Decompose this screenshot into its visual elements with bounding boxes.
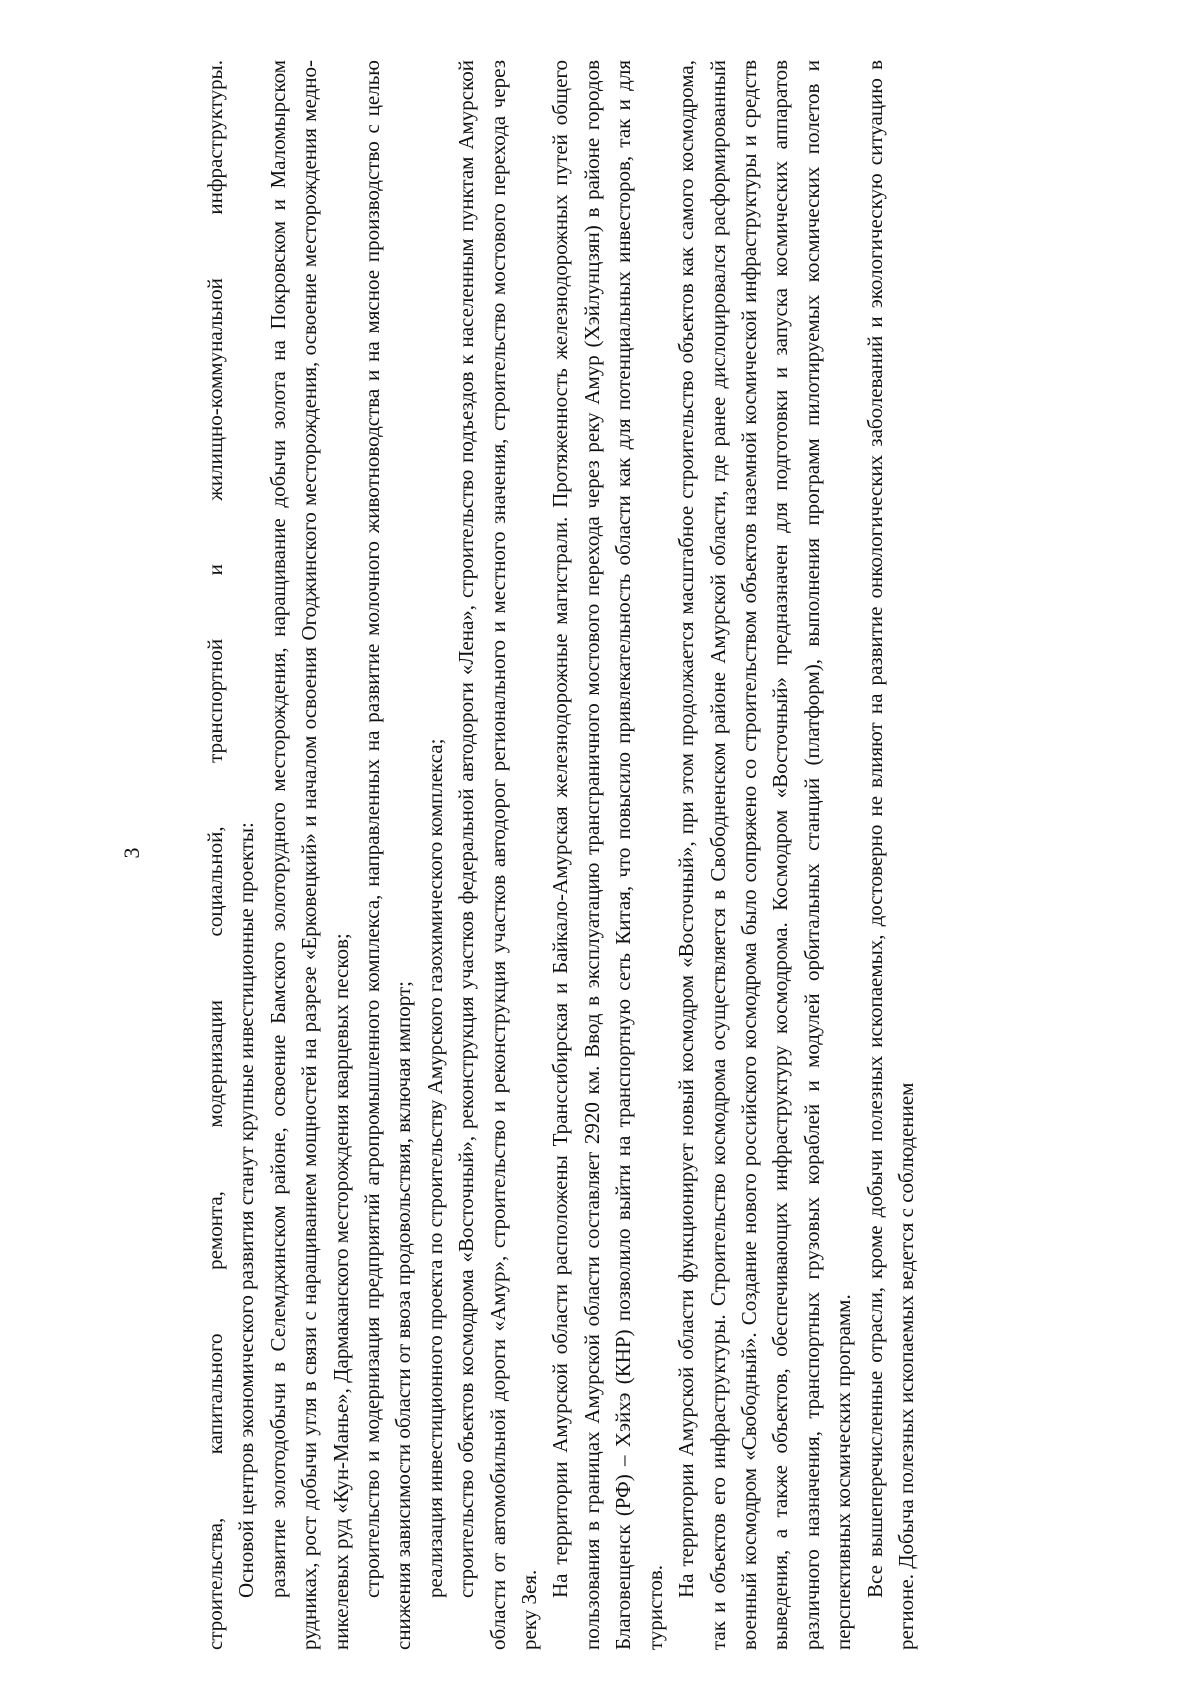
document-body — [200, 60, 1085, 1650]
paragraph-cosmodrome-roads: строительство объектов космодрома «Восточный», реконструкция участков федеральной автодороги «Лена», строительство подъездов к населенным пунктам Амурской области от автомобильной дороги «Амур», строительство и реконструкция участков автодорог регионального и местного значения, строительство мостового перехода через реку Зея. — [454, 60, 542, 1650]
paragraph-agro-industry: строительство и модернизация предприятий агропромышленного комплекса, направленных на развитие молочного животноводства и на мясное производство с целью снижения зависимости области от ввоза продовольствия, включая импорт; — [360, 60, 416, 1650]
paragraph-gas-chemical: реализация инвестиционного проекта по строительству Амурского газохимического комплекса; — [422, 738, 447, 1598]
paragraph-infrastructure: строительства, капитального ремонта, модернизации социальной, транспортной и жилищно-коммунальной инфраструктуры. — [203, 60, 227, 1650]
paragraph-economic-centers: Основой центров экономического развития станут крупные инвестиционные проекты: — [234, 822, 259, 1598]
paragraph-vostochny: На территории Амурской области функционирует новый космодром «Восточный», при этом продолжается масштабное строительство объектов как самого космодрома, так и объектов его инфраструктуры. Строительство космодрома осуществляется в Свободненском районе Амурской области, где ранее дислоцировался расформированный военный космодром «Свободный». Создание нового российского космодрома было сопряжено со строительством объектов наземной космической инфраструктуры и средств выведения, а также объектов, обеспечивающих инфраструктуру космодрома. Космодром «Восточный» предназначен для подготовки и запуска космических аппаратов различного назначения, транспортных грузовых кораблей и модулей орбитальных станций (платформ), выполнения программ пилотируемых космических полетов и перспективных космических программ. — [674, 60, 856, 1650]
paragraph-industries-oncology: Все вышеперечисленные отрасли, кроме добычи полезных ископаемых, достоверно не влияют на развитие онкологических заболеваний и экологическую ситуацию в регионе. Добыча полезных ископаемых ведется с соблюдением — [862, 60, 918, 1650]
paragraph-railways: На территории Амурской области расположены Транссибирская и Байкало-Амурская железнодорожные магистрали. Протяженность железнодорожных путей общего пользования в границах Амурской области составляет 2920 км. Ввод в эксплуатацию трансграничного мостового перехода через реку Амур (Хэйлунцзян) в районе городов Благовещенск (РФ) – Хэйхэ (КНР) позволило выйти на транспортную сеть Китая, что повысило привлекательность области как для потенциальных инвесторов, так и для туристов. — [548, 60, 667, 1650]
page-number: 3 — [119, 847, 144, 859]
paragraph-gold-mining: развитие золотодобычи в Селемджинском районе, освоение Бамского золоторудного месторождения, наращивание добычи золота на Покровском и Маломырском рудниках, рост добычи угля в связи с наращиванием мощностей на разрезе «Ерковецкий» и началом освоения Огоджинского месторождения, освоение месторождения медно-никелевых руд «Кун-Манье», Дармаканского месторождения кварцевых песков; — [265, 60, 353, 1650]
